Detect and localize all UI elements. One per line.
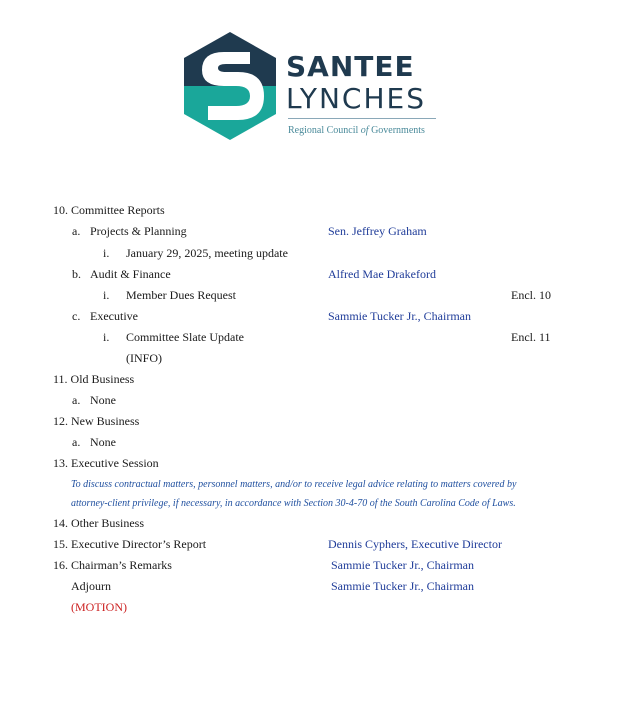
logo-divider <box>288 118 436 119</box>
agenda-item-10b-i-title: Member Dues Request <box>126 288 236 302</box>
agenda-item-12a-title: None <box>90 435 116 449</box>
agenda-item-10b-i-label: i. <box>103 288 110 302</box>
agenda-adjourn-person: Sammie Tucker Jr., Chairman <box>331 579 474 593</box>
agenda-adjourn: Adjourn <box>71 579 111 593</box>
agenda-item-10b-title: Audit & Finance <box>90 267 171 281</box>
agenda-item-15-person: Dennis Cyphers, Executive Director <box>328 537 502 551</box>
executive-session-description-line1: To discuss contractual matters, personnel matters, and/or to receive legal advice relating to matters covered by <box>71 479 517 490</box>
agenda-item-10c-person: Sammie Tucker Jr., Chairman <box>328 309 471 323</box>
agenda-item-15: 15. Executive Director’s Report <box>53 537 207 551</box>
agenda-item-11: 11. Old Business <box>53 372 135 386</box>
agenda-item-10c-i-title: Committee Slate Update <box>126 330 244 344</box>
logo-line1: SANTEE <box>286 50 415 83</box>
agenda-item-13: 13. Executive Session <box>53 456 159 470</box>
agenda-item-12: 12. New Business <box>53 414 140 428</box>
agenda-item-10b-person: Alfred Mae Drakeford <box>328 267 436 281</box>
agenda-item-10: 10. Committee Reports <box>53 203 165 217</box>
agenda-item-12a-label: a. <box>72 435 81 449</box>
logo-subtitle: Regional Council of Governments <box>288 125 425 136</box>
agenda-item-10b-label: b. <box>72 267 81 281</box>
agenda-item-10c-title: Executive <box>90 309 138 323</box>
santee-lynches-logo <box>180 30 440 142</box>
agenda-item-16: 16. Chairman’s Remarks <box>53 558 172 572</box>
agenda-item-10a-i-title: January 29, 2025, meeting update <box>126 246 288 260</box>
logo-line2: LYNCHES <box>286 82 426 115</box>
agenda-item-10c-i-note: (INFO) <box>126 351 162 365</box>
agenda-item-16-person: Sammie Tucker Jr., Chairman <box>331 558 474 572</box>
agenda-item-14: 14. Other Business <box>53 516 144 530</box>
agenda-item-11a-label: a. <box>72 393 81 407</box>
agenda-item-11a-title: None <box>90 393 116 407</box>
agenda-item-10a-i-label: i. <box>103 246 110 260</box>
agenda-item-10c-label: c. <box>72 309 81 323</box>
agenda-adjourn-motion: (MOTION) <box>71 600 127 614</box>
agenda-item-10a-title: Projects & Planning <box>90 224 187 238</box>
agenda-item-10a-label: a. <box>72 224 81 238</box>
agenda-item-10c-i-enclosure: Encl. 11 <box>511 330 551 344</box>
agenda-item-10a-person: Sen. Jeffrey Graham <box>328 224 427 238</box>
agenda-item-10b-i-enclosure: Encl. 10 <box>511 288 551 302</box>
executive-session-description-line2: attorney-client privilege, if necessary, in accordance with Section 30-4-70 of the South Carolina Code of Laws. <box>71 498 516 509</box>
agenda-item-10c-i-label: i. <box>103 330 110 344</box>
logo-hexagon-icon <box>180 30 280 142</box>
